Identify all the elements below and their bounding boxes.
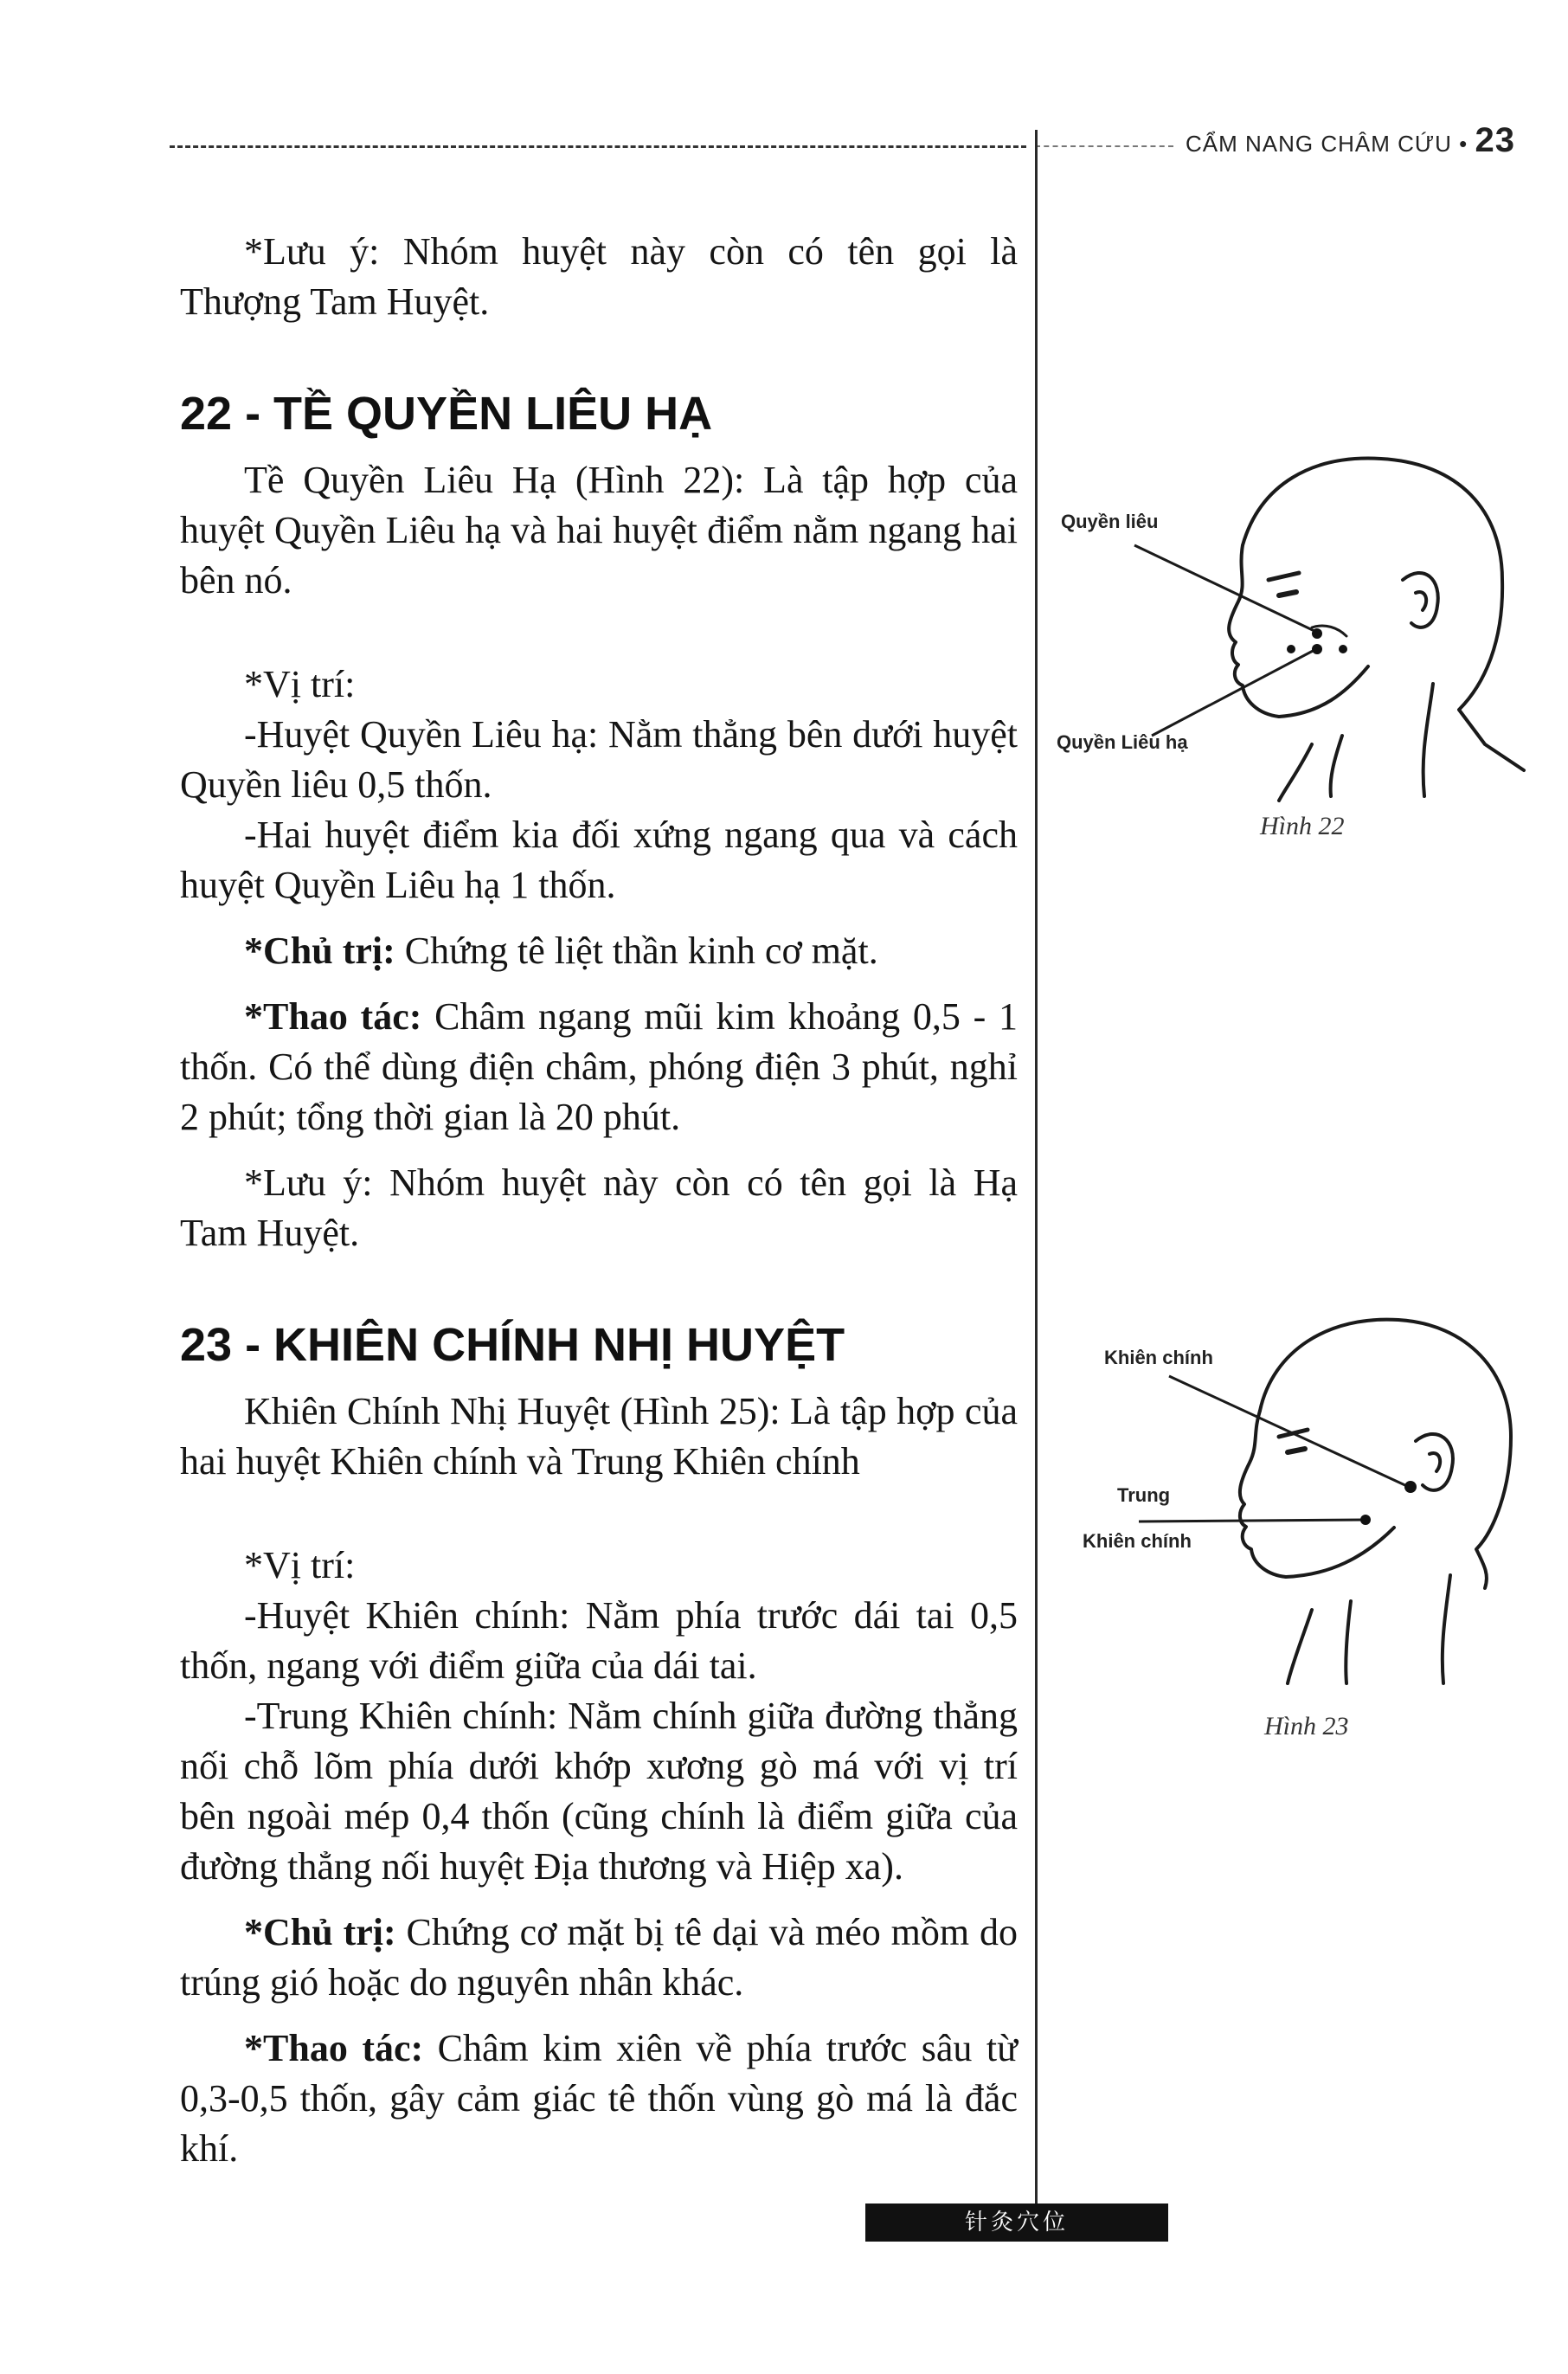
- acupoint-marker: [1404, 1481, 1417, 1493]
- section-22-note: *Lưu ý: Nhóm huyệt này còn có tên gọi là Hạ Tam Huyệt.: [180, 1161, 1018, 1254]
- section-23-location-label: *Vị trí:: [244, 1544, 356, 1586]
- technique-label: *Thao tác:: [244, 2027, 424, 2069]
- acupoint-marker: [1312, 644, 1322, 654]
- section-23-technique: [180, 2023, 1018, 2174]
- figure-22: [1052, 407, 1537, 857]
- running-title: CẨM NANG CHÂM CỨU: [1186, 131, 1452, 157]
- technique-text: Châm kim xiên về phía trước sâu từ 0,3-0,5 thốn, gây cảm giác tê thốn vùng gò má là đắc khí.: [180, 2027, 1018, 2170]
- section-23-location-2: -Trung Khiên chính: Nằm chính giữa đường thẳng nối chỗ lõm phía dưới khớp xương gò má với vị trí bên ngoài mép 0,4 thốn (cũng chính là điểm giữa của đường thẳng nối huyệt Địa thương và Hiệp xa).: [180, 1695, 1018, 1888]
- acupoint-marker: [1360, 1515, 1371, 1525]
- acupoint-marker: [1312, 628, 1322, 639]
- text-column: [180, 227, 1018, 2190]
- heading-section-23: 23 - KHIÊN CHÍNH NHỊ HUYỆT: [180, 1319, 845, 1371]
- section-22-indication: [180, 926, 1018, 976]
- acupoint-marker: [1339, 645, 1347, 653]
- figure-23: [1052, 1290, 1537, 1757]
- figure-label-trung-khien-chinh: Khiên chính: [1083, 1530, 1192, 1552]
- footer-banner: 针灸穴位: [865, 2204, 1168, 2242]
- indication-label: *Chủ trị:: [244, 1911, 396, 1953]
- acupoint-marker: [1287, 645, 1295, 653]
- figure-label-khien-chinh: Khiên chính: [1104, 1347, 1213, 1368]
- figure-caption: Hình 22: [1260, 812, 1345, 840]
- heading-section-22: 22 - TỀ QUYỀN LIÊU HẠ: [180, 388, 713, 440]
- page-number: 23: [1475, 121, 1515, 159]
- technique-label: *Thao tác:: [244, 995, 422, 1038]
- section-22-intro: Tề Quyền Liêu Hạ (Hình 22): Là tập hợp của huyệt Quyền Liêu hạ và hai huyệt điểm nằm ngang hai bên nó.: [180, 459, 1018, 602]
- header-bullet: •: [1459, 131, 1468, 157]
- indication-text: Chứng tê liệt thần kinh cơ mặt.: [395, 930, 878, 972]
- section-23-indication: [180, 1908, 1018, 2008]
- intro-note: *Lưu ý: Nhóm huyệt này còn có tên gọi là Thượng Tam Huyệt.: [180, 230, 1018, 323]
- head-profile-illustration: [1052, 407, 1537, 805]
- running-header: [1186, 121, 1515, 160]
- section-22-location-1: -Huyệt Quyền Liêu hạ: Nằm thẳng bên dưới huyệt Quyền liêu 0,5 thốn.: [180, 713, 1018, 806]
- header-rule-right: [1035, 145, 1173, 147]
- header-rule: [170, 145, 1026, 148]
- indication-text: Chứng cơ mặt bị tê dại và méo mồm do trúng gió hoặc do nguyên nhân khác.: [180, 1911, 1018, 2004]
- section-22-technique: [180, 992, 1018, 1142]
- section-23-intro: Khiên Chính Nhị Huyệt (Hình 25): Là tập hợp của hai huyệt Khiên chính và Trung Khiên chính: [180, 1390, 1018, 1483]
- head-profile-illustration: [1052, 1290, 1537, 1696]
- indication-label: *Chủ trị:: [244, 930, 395, 972]
- figure-label-quyen-lieu-ha: Quyền Liêu hạ: [1057, 731, 1188, 753]
- column-divider: [1035, 130, 1038, 2224]
- figure-caption: Hình 23: [1264, 1712, 1349, 1740]
- technique-text: Châm ngang mũi kim khoảng 0,5 - 1 thốn. Có thể dùng điện châm, phóng điện 3 phút, nghỉ 2 phút; tổng thời gian là 20 phút.: [180, 995, 1018, 1138]
- section-22-location-label: *Vị trí:: [244, 663, 356, 705]
- figure-label-quyen-lieu: Quyền liêu: [1061, 511, 1159, 532]
- section-22-location-2: -Hai huyệt điểm kia đối xứng ngang qua và cách huyệt Quyền Liêu hạ 1 thốn.: [180, 814, 1018, 906]
- figure-label-trung: Trung: [1117, 1484, 1171, 1506]
- section-23-location-1: -Huyệt Khiên chính: Nằm phía trước dái tai 0,5 thốn, ngang với điểm giữa của dái tai.: [180, 1594, 1018, 1687]
